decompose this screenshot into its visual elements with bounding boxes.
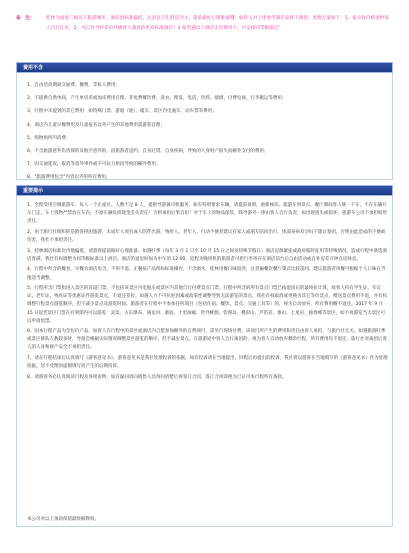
- excluded-item: 2、不提供自然单间，产生单房差或加床费用自理。非免费餐饮费、洗衣、理发、电话、饮料、烟酒、付费电视、行李搬运等费用；: [27, 96, 287, 102]
- important-notice-list: [27, 202, 389, 385]
- excluded-item: 4、酒店内儿童早餐费用及儿童报名以外产生的其他费用需游客自理；: [27, 122, 165, 128]
- section-header-excluded: 费用不含: [16, 62, 393, 73]
- note-text: 桂林为国家三线以下旅游城市，酒店因标准偏低，注意以卫生舒适为主，提前做好心理准备哦！如客人对上述参考酒店安排不满意，处理方案如下：1、按实收价格退给客人自行订房，2、可自补当时差价升级客人满意的更高标准酒店！3 如若遇以上酒店无房情况下，可安排同等级酒店！: [46, 16, 389, 32]
- notice-item-number: 1、: [27, 203, 35, 208]
- notice-item-number: 7、: [27, 356, 35, 362]
- notice-item-number: 8、: [27, 374, 35, 380]
- excluded-item: 6、不含旅游意外伤害保险及航空意外险，因旅游者违约、自身过错、自身疾病，导致的人身财产损失而额外支付的费用；: [27, 148, 269, 154]
- notice-item-text: 行程中所含的餐食，早餐为酒店房含，不用不退。正餐按产品所标标准操作，不含酒水，桂林用餐口味较淡，且普遍餐饮餐厅菜式比较雷同，建议旅游者用餐可根据个人口味在当地适当调整。: [27, 267, 386, 281]
- excluded-costs-box: [16, 73, 393, 180]
- notice-item: [27, 355, 389, 371]
- notice-item-number: 2、: [27, 229, 35, 235]
- notice-item-number: 6、: [27, 329, 35, 335]
- notice-item-number: 4、: [27, 267, 35, 273]
- notice-item-text: 全程受用空调旅游车，每人一个正座位。人数不足 8 人，提供导游兼司机服务，如有特别要求车辆，请提前说明，重新核价。旅游车到景点、餐厅期间客人统一下车，不在车辆开车门走，车上钱物严禁放在车内，不准车辆负担现金丢失责任！否则承担后果自担！对于车上的物品保管，除导游外一律由客人自行负责，如出现遗失或损坏，旅游车公司不承担赔偿责任。: [27, 203, 387, 225]
- notice-item: [27, 285, 389, 325]
- notice-item-number: 5、: [27, 286, 35, 292]
- excluded-item: 1、自由活动期间交通费、餐费、等私人费用；: [27, 83, 120, 88]
- important-notice-box: [16, 196, 393, 527]
- notice-item-text: 行程所含门票指进入景区的首道门票，不包括该景区内电瓶车或景区内其他自行付费景点门票。行程中所含的所有景点门票已按退团后的最终价计算，故客人持有学生证、军官证、老年证、残疾证等优惠证件游览景点，不退还差价。如遇人力不可抗拒因素或政策性调整导致无法游览的景点，我社有权取消或更换为其它等价景点，赠送景点费用不退，并有权调整行程景点游览顺序，但不减少景点及游览时间。旅游者在行程中不参加任何项目（包括住宿、餐饮、景点、交通工具等）的，视为自动放弃，所有费用概不退还。2017 年 9 月 15 日起凭景区门票在有效期内可以游览：灵渠、古东瀑布、遇龙河、寨底、十里画廊、世外桃源、訾洲岛、叠彩山、芦笛岩、象山、七星岩、独秀峰等景区，如不再游览当天景区可以申请退票。: [27, 286, 387, 324]
- notice-item: [27, 229, 389, 245]
- footer-statement: 本公司对以上条款保留最终解释权。: [27, 517, 99, 522]
- notice-item-text: 请在行程结束后认真填写《游客意见书》，游客意见书是我社处理投诉的依据，如有投诉请在当地提出，回程后再提出的投诉，我社将以游客在当地填写的《游客意见书》作为处理依据，恕不受理因虚假填写而产生的后期投诉。: [27, 356, 388, 370]
- section-header-notice: 重要提示: [16, 185, 393, 196]
- notice-item: [27, 202, 389, 226]
- excluded-costs-list: [27, 79, 389, 185]
- note-label: 备 注：: [16, 16, 35, 21]
- notice-item-number: 3、: [27, 248, 35, 254]
- excluded-item: 3、行程中未提到的其它费用：如特殊门票、游船（轮）、缆车、景区内电瓶车、动车票等费用；: [27, 109, 217, 115]
- excluded-item: 8、"旅游费用包含"内容以外的所有费用。: [27, 175, 111, 181]
- notice-item: [27, 374, 389, 382]
- notice-item-text: 因本行程产品为全包价产品，如客人在行程中的景区或酒店内自愿参加额外的自费项目，需另行现场付费，该项目所产生的费用和责任由客人承担，与旅行社无关。如遇旅游旺季或景区排队人数较多时，导游会根据实际情况调整景区游览的顺序，但不减少景点。在旅游途中客人自行离团的，视为客人自动放弃剩余行程，所有费用均不退还，旅行社对离团后客人的人身和财产安全不承担责任。: [27, 329, 387, 351]
- notice-item-text: 桂林酒店标准比内地偏低，请游客提前做好心理准备。如遇旺季（每年 3 月 1 日至 10 月 15 日之间及特殊节假日）酒店房源紧张或政府临时征用等特殊情况，造成行程中备选酒店客满，我社有权调整为同等级标准以上酒店。酒店的退房时间为中午的 12:00，返程为晚班机的旅游者可把行李寄存在酒店前台后自由活动或自补房差开钟点房休息。: [27, 248, 387, 262]
- excluded-item: 5、购物场所内消费；: [27, 135, 71, 141]
- notice-item-text: 请游客务必认真阅读行程及各项说明，如有疑问请向销售人员询问清楚后再签订合同，签订合同即视为已认可本行程所有条款。: [34, 374, 287, 380]
- notice-item: [27, 266, 389, 282]
- notice-item: [27, 248, 389, 264]
- excluded-item: 7、因交通延误、取消等意外事件或不可抗力原因导致的额外费用；: [27, 162, 161, 168]
- notice-item: [27, 328, 389, 352]
- notice-item-text: 由于旅行社组织的是散客拼团旅游，未成年人须有成人陪伴出游，残疾人、老年人、行动不便者建议有家人或朋友陪同出行，体弱多病及孕妇不建议参团，否则由此造成的不便或伤害，我社不承担责任。: [27, 229, 386, 243]
